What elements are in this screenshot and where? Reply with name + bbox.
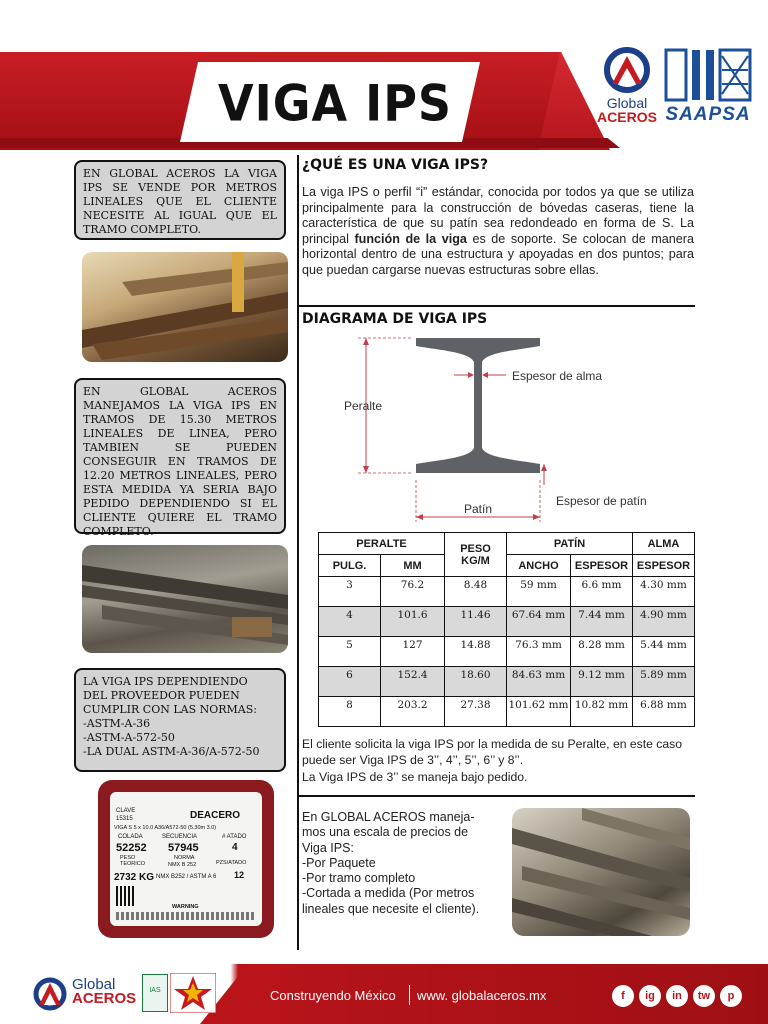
section-divider	[299, 795, 695, 797]
footer-logo-text: Global ACEROS	[72, 976, 137, 1007]
label-peso: 2732 KG	[114, 872, 155, 883]
section-divider	[299, 305, 695, 307]
pinterest-icon[interactable]: p	[720, 985, 742, 1007]
footer-tagline: Construyendo México	[270, 988, 396, 1003]
label-clave: 15315	[116, 816, 133, 822]
page-title: VIGA IPS	[218, 73, 453, 133]
peralte-label: Peralte	[344, 399, 383, 413]
footer-logo-icon	[30, 974, 70, 1014]
col-peso: PESO KG/M	[445, 533, 507, 577]
sales-note: EN GLOBAL ACEROS LA VIGA IPS SE VENDE POR METROS LINEALES QUE EL CLIENTE NECESITE AL IGUAL QUE EL TRAMO COMPLETO.	[74, 160, 286, 240]
col-peralte: PERALTE	[319, 533, 445, 555]
label-desc: VIGA S 5 x 10.0 A36/A572-50 (5.30m 3.0)	[114, 825, 217, 831]
label-pzs: 12	[234, 870, 245, 880]
table-row: 4 101.6 11.46 67.64 mm 7.44 mm 4.90 mm	[319, 607, 695, 637]
label-clave-caption: CLAVE	[116, 808, 136, 814]
table-row: 6 152.4 18.60 84.63 mm 9.12 mm 5.89 mm	[319, 667, 695, 697]
label-fineprint	[116, 912, 256, 920]
label-atado-caption: # ATADO	[222, 834, 247, 840]
peralte-note: El cliente solicita la viga IPS por la medida de su Peralte, en este caso puede ser Viga IPS de 3’’, 4’’, 5’’, 6’’ y 8’’.	[302, 737, 683, 767]
label-peso-caption: PESO TEORICO	[120, 855, 146, 867]
twitter-icon[interactable]: tw	[693, 985, 715, 1007]
label-colada: 52252	[116, 842, 147, 854]
col-espesor-patin: ESPESOR	[571, 555, 633, 577]
beam-closeup-photo	[512, 808, 690, 936]
label-pzs-caption: PZS/ATADO	[216, 860, 247, 866]
label-atado: 4	[232, 842, 238, 853]
certification-badge: IAS	[142, 974, 168, 1012]
table-row: 3 76.2 8.48 59 mm 6.6 mm 4.30 mm	[319, 577, 695, 607]
order-note: La Viga IPS de 3’’ se maneja bajo pedido.	[302, 770, 528, 784]
column-divider	[297, 155, 299, 950]
product-label-photo	[98, 780, 274, 938]
standards-note: LA VIGA IPS DEPENDIENDO DEL PROVEEDOR PUEDEN CUMPLIR CON LAS NORMAS: -ASTM-A-36 -ASTM-A-572-50 -LA DUAL ASTM-A-36/A-572-50	[74, 668, 286, 772]
what-is-paragraph: La viga IPS o perfil “i” estándar, conocida por todos ya que se utiliza principalmente para la construcción de bóvedas caseras, tiene la característica de que su patín sea redondeado en forma de S. La principal función de la viga es de soporte. Se colocan de manera horizontal dentro de una estructura y apoyadas en dos puntos; para que puedan cargarse nuevas estructuras sobre ellas.	[302, 185, 694, 277]
beam-section-shape	[416, 338, 540, 473]
footer-separator	[409, 985, 410, 1005]
table-row: 8 203.2 27.38 101.62 mm 10.82 mm 6.88 mm	[319, 697, 695, 727]
linkedin-icon[interactable]: in	[666, 985, 688, 1007]
espesor-alma-label: Espesor de alma	[512, 369, 603, 383]
saapsa-logo-icon	[664, 46, 752, 104]
diagram-title: DIAGRAMA DE VIGA IPS	[302, 311, 488, 327]
what-is-title: ¿QUÉ ES UNA VIGA IPS?	[302, 157, 489, 173]
col-patin: PATÍN	[507, 533, 633, 555]
global-aceros-logo-text: Global ACEROS	[597, 95, 657, 125]
instagram-icon[interactable]: ig	[639, 985, 661, 1007]
label-secuencia: 57945	[168, 842, 199, 854]
col-alma: ALMA	[633, 533, 695, 555]
website-link[interactable]: www. globalaceros.mx	[417, 988, 547, 1003]
beams-yard-photo	[82, 545, 288, 653]
label-brand: DEACERO	[190, 810, 241, 821]
table-row: 5 127 14.88 76.3 mm 8.28 mm 5.44 mm	[319, 637, 695, 667]
beam-stack-photo	[82, 252, 288, 362]
label-norma: NMX B 252	[168, 862, 197, 868]
label-qr-icon	[116, 886, 136, 906]
col-espesor-alma: ESPESOR	[633, 555, 695, 577]
label-secuencia-caption: SECUENCIA	[162, 834, 198, 840]
patin-label: Patín	[464, 502, 493, 516]
saapsa-logo-text: SAAPSA	[665, 104, 751, 125]
col-mm: MM	[381, 555, 445, 577]
lengths-note: EN GLOBAL ACEROS MANEJAMOS LA VIGA IPS EN TRAMOS DE 15.30 METROS LINEALES DE LINEA, PERO TAMBIEN SE PUEDEN CONSEGUIR EN TRAMOS DE 12.20 METROS LINEALES, PERO ESTA MEDIDA YA SERIA BAJO PEDIDO DEPENDIENDO SI EL CLIENTE QUIERE EL TRAMO COMPLETO.	[74, 378, 286, 534]
col-pulg: PULG.	[319, 555, 381, 577]
label-warning: WARNING	[172, 904, 199, 910]
pricing-text: En GLOBAL ACEROS maneja- mos una escala de precios de Viga IPS: -Por Paquete -Por tramo completo -Cortada a medida (Por metros lineales que necesite el cliente).	[302, 810, 480, 916]
espesor-patin-label: Espesor de patín	[556, 494, 647, 508]
dimensions-table	[318, 532, 695, 727]
label-colada-caption: COLADA	[118, 834, 143, 840]
col-ancho: ANCHO	[507, 555, 571, 577]
facebook-icon[interactable]: f	[612, 985, 634, 1007]
beam-diagram	[318, 330, 678, 525]
label-norma-caption: NORMA	[174, 855, 195, 861]
stargister-star-icon	[170, 973, 216, 1013]
label-norma2: NMX B252 / ASTM A 6	[156, 874, 217, 880]
